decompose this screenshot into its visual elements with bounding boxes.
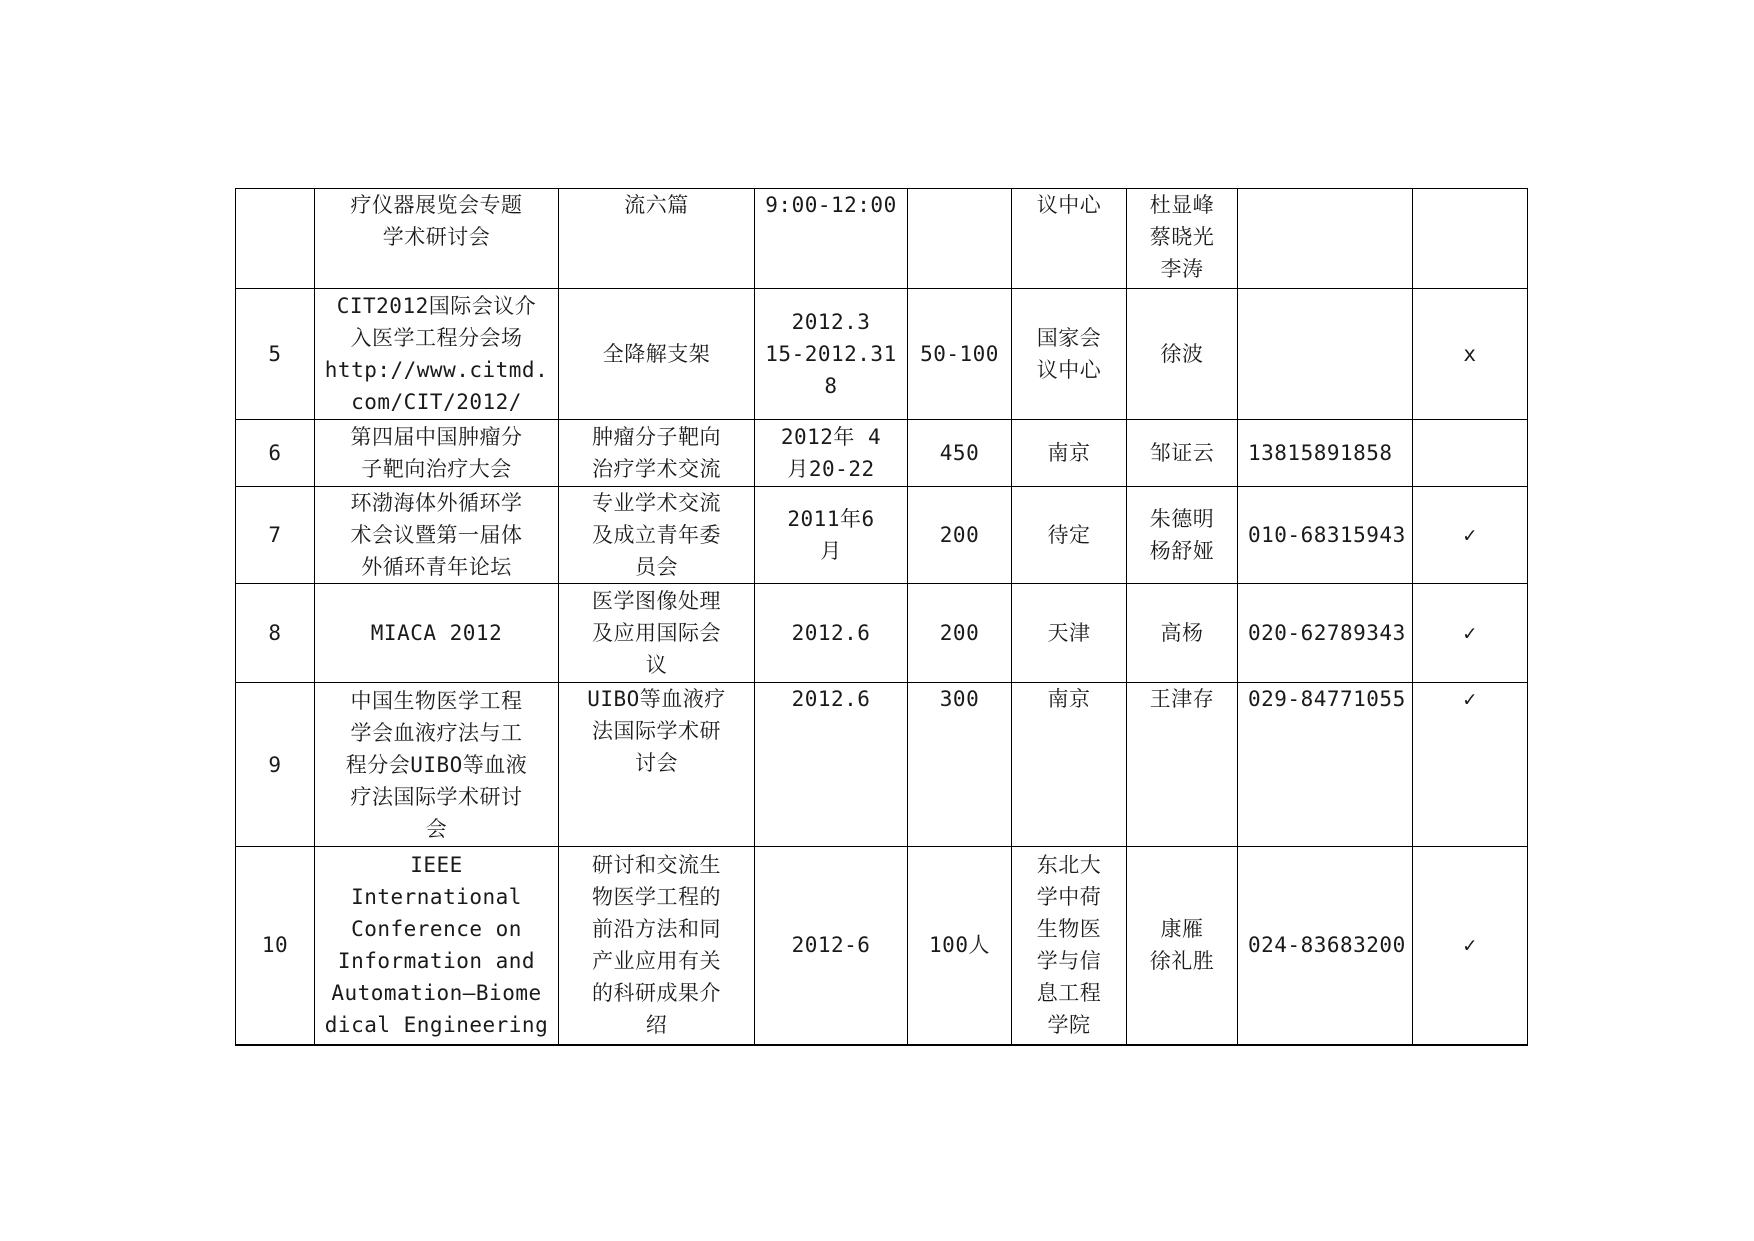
cell-location: 国家会 议中心 bbox=[1012, 289, 1127, 420]
cell-attendance: 50-100 bbox=[908, 289, 1012, 420]
cell-date: 2012-6 bbox=[755, 847, 908, 1045]
cell-phone bbox=[1238, 189, 1413, 289]
cell-phone: 13815891858 bbox=[1238, 420, 1413, 487]
cell-contact: 杜显峰 蔡晓光 李涛 bbox=[1127, 189, 1238, 289]
check-mark-icon: ✓ bbox=[1413, 584, 1528, 683]
cell-location: 东北大 学中荷 生物医 学与信 息工程 学院 bbox=[1012, 847, 1127, 1045]
cell-phone: 020-62789343 bbox=[1238, 584, 1413, 683]
table-row bbox=[236, 420, 1528, 487]
cell-location: 待定 bbox=[1012, 487, 1127, 584]
cell-phone: 029-84771055 bbox=[1238, 683, 1413, 847]
cell-attendance bbox=[908, 189, 1012, 289]
table-row bbox=[236, 584, 1528, 683]
cell-topic: 流六篇 bbox=[559, 189, 755, 289]
check-mark-icon: ✓ bbox=[1413, 847, 1528, 1045]
cell-attendance: 200 bbox=[908, 487, 1012, 584]
cell-contact: 朱德明 杨舒娅 bbox=[1127, 487, 1238, 584]
cell-mark bbox=[1413, 189, 1528, 289]
cell-phone: 024-83683200 bbox=[1238, 847, 1413, 1045]
cell-topic: 全降解支架 bbox=[559, 289, 755, 420]
table-row bbox=[236, 189, 1528, 289]
cell-phone bbox=[1238, 289, 1413, 420]
check-mark-icon: ✓ bbox=[1413, 487, 1528, 584]
table-row bbox=[236, 487, 1528, 584]
check-mark-icon: ✓ bbox=[1413, 683, 1528, 847]
cell-date: 9:00-12:00 bbox=[755, 189, 908, 289]
cell-topic: UIBO等血液疗 法国际学术研 讨会 bbox=[559, 683, 755, 847]
cell-location: 议中心 bbox=[1012, 189, 1127, 289]
cell-index: 9 bbox=[236, 683, 315, 847]
cell-index: 6 bbox=[236, 420, 315, 487]
cell-location: 南京 bbox=[1012, 683, 1127, 847]
cell-topic: 医学图像处理 及应用国际会 议 bbox=[559, 584, 755, 683]
cell-index: 8 bbox=[236, 584, 315, 683]
conference-table bbox=[235, 188, 1528, 1046]
cell-contact: 王津存 bbox=[1127, 683, 1238, 847]
table-row bbox=[236, 847, 1528, 1045]
cell-conference-name: CIT2012国际会议介 入医学工程分会场 http://www.citmd. com/CIT/2012/ bbox=[315, 289, 559, 420]
cell-phone: 010-68315943 bbox=[1238, 487, 1413, 584]
cell-date: 2012.6 bbox=[755, 584, 908, 683]
cell-location: 南京 bbox=[1012, 420, 1127, 487]
cell-topic: 肿瘤分子靶向 治疗学术交流 bbox=[559, 420, 755, 487]
cell-contact: 徐波 bbox=[1127, 289, 1238, 420]
cell-index: 10 bbox=[236, 847, 315, 1045]
cell-attendance: 300 bbox=[908, 683, 1012, 847]
cell-mark bbox=[1413, 420, 1528, 487]
cell-mark: x bbox=[1413, 289, 1528, 420]
cell-conference-name: 第四届中国肿瘤分 子靶向治疗大会 bbox=[315, 420, 559, 487]
cell-topic: 专业学术交流 及成立青年委 员会 bbox=[559, 487, 755, 584]
cell-index: 7 bbox=[236, 487, 315, 584]
cell-conference-name: 环渤海体外循环学 术会议暨第一届体 外循环青年论坛 bbox=[315, 487, 559, 584]
cell-conference-name: IEEE International Conference on Information and Automation—Biome dical Engineering bbox=[315, 847, 559, 1045]
cell-topic: 研讨和交流生 物医学工程的 前沿方法和同 产业应用有关 的科研成果介 绍 bbox=[559, 847, 755, 1045]
cell-date: 2011年6 月 bbox=[755, 487, 908, 584]
cell-index bbox=[236, 189, 315, 289]
table-row bbox=[236, 683, 1528, 847]
cell-date: 2012.3 15-2012.31 8 bbox=[755, 289, 908, 420]
cell-attendance: 450 bbox=[908, 420, 1012, 487]
cell-attendance: 200 bbox=[908, 584, 1012, 683]
cell-conference-name: 中国生物医学工程 学会血液疗法与工 程分会UIBO等血液 疗法国际学术研讨 会 bbox=[315, 683, 559, 847]
cell-conference-name: 疗仪器展览会专题 学术研讨会 bbox=[315, 189, 559, 289]
cell-index: 5 bbox=[236, 289, 315, 420]
cell-contact: 高杨 bbox=[1127, 584, 1238, 683]
cell-date: 2012年 4 月20-22 bbox=[755, 420, 908, 487]
cell-attendance: 100人 bbox=[908, 847, 1012, 1045]
cell-date: 2012.6 bbox=[755, 683, 908, 847]
cell-contact: 邹证云 bbox=[1127, 420, 1238, 487]
table-row bbox=[236, 289, 1528, 420]
cell-location: 天津 bbox=[1012, 584, 1127, 683]
cell-conference-name: MIACA 2012 bbox=[315, 584, 559, 683]
cell-contact: 康雁 徐礼胜 bbox=[1127, 847, 1238, 1045]
